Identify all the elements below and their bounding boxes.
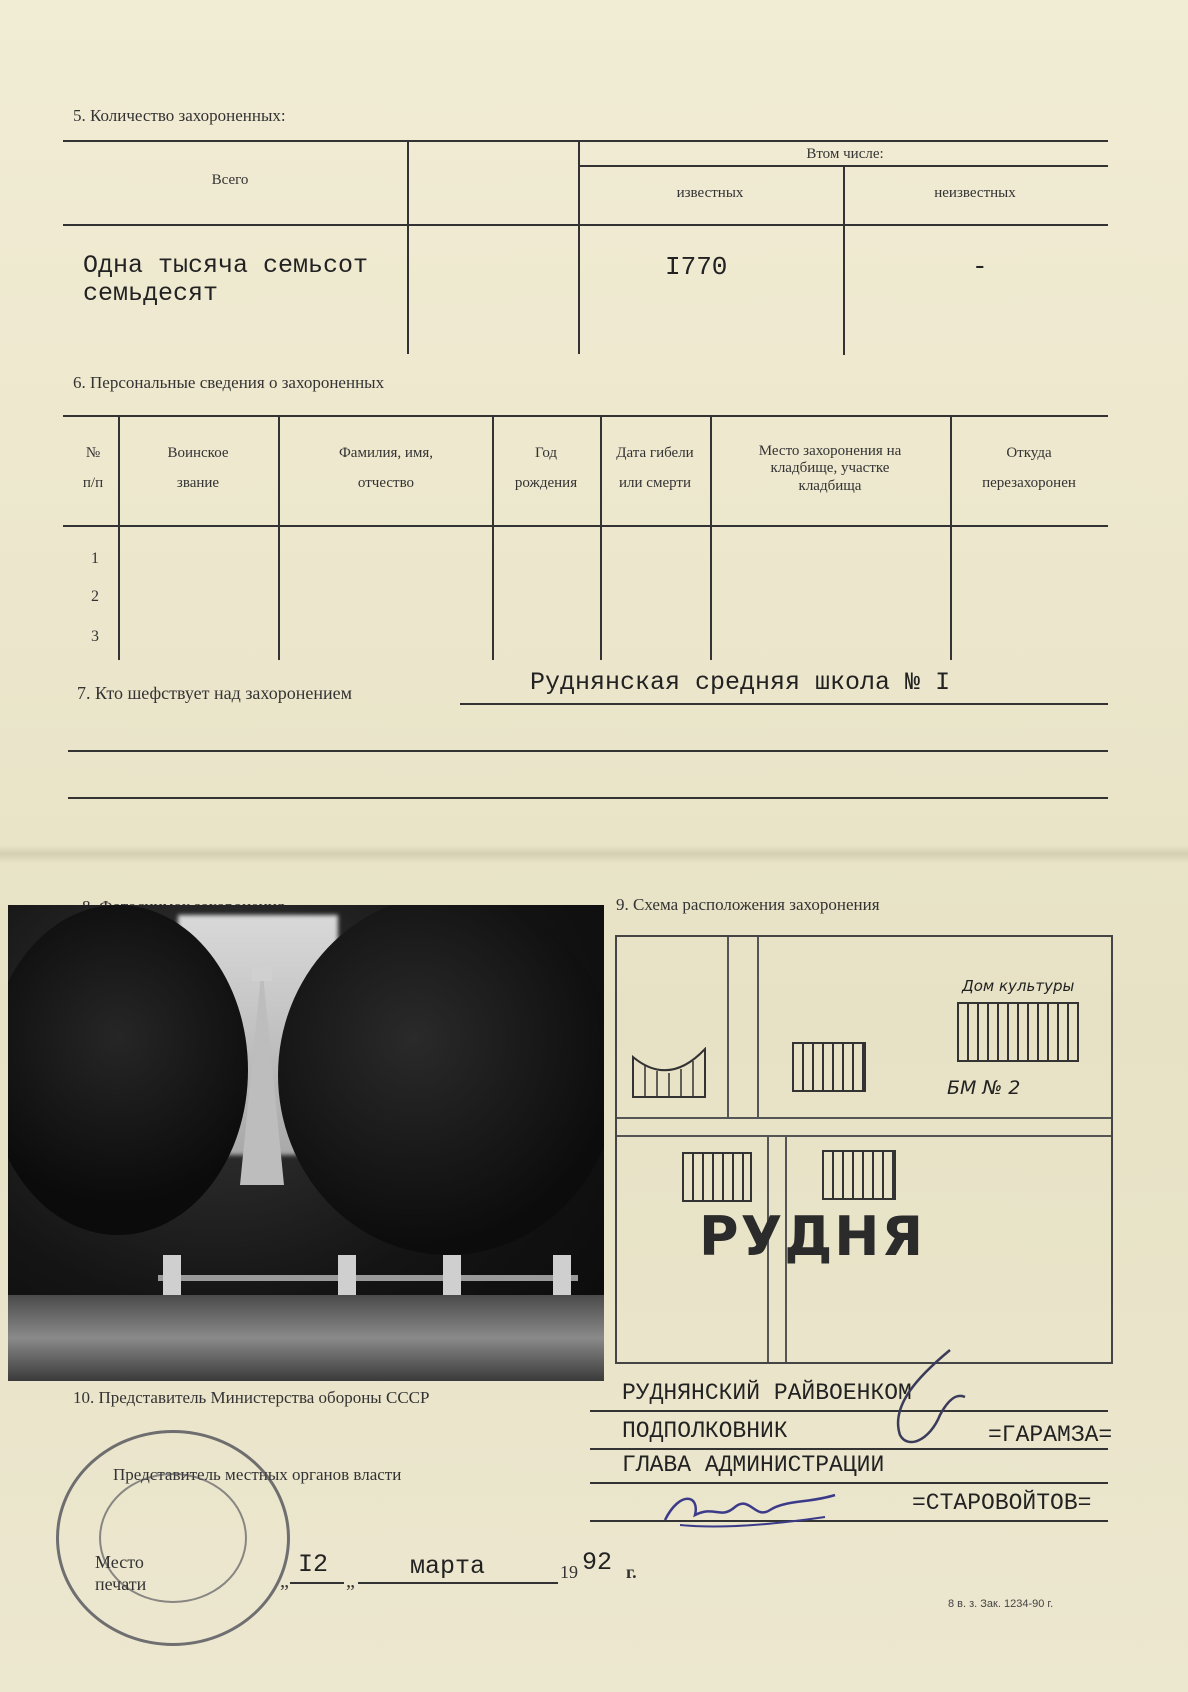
- table5-col-divider: [578, 140, 580, 354]
- date-quote-close: „: [346, 1570, 355, 1592]
- burial-site-icon: [631, 1047, 707, 1099]
- patron-value: Руднянская средняя школа № I: [530, 668, 951, 697]
- header-death-line2: или смерти: [619, 475, 691, 492]
- local-rep-label: Представитель местных органов власти: [113, 1465, 402, 1484]
- section7-extra-line: [68, 750, 1108, 752]
- table6-col-divider: [278, 415, 280, 660]
- table6-col-divider: [950, 415, 952, 660]
- col-unknown-header: неизвестных: [934, 185, 1016, 201]
- header-death: [602, 443, 708, 494]
- date-day: I2: [298, 1550, 329, 1579]
- seal-place-label: [95, 1551, 146, 1595]
- header-rank: [120, 443, 276, 494]
- header-place: [714, 443, 946, 495]
- header-rank-line2: звание: [176, 475, 220, 492]
- header-year-line1: Год: [534, 445, 558, 461]
- section10-label: 10. Представитель Министерства обороны СССР: [73, 1388, 430, 1407]
- header-name-line1: Фамилия, имя,: [338, 445, 434, 461]
- local-rep-name: =СТАРОВОЙТОВ=: [912, 1490, 1092, 1516]
- total-words-line1: Одна тысяча семьсот: [83, 251, 369, 280]
- building-icon: [682, 1152, 752, 1202]
- header-year-line2: рождения: [514, 475, 578, 492]
- header-place-line3: кладбища: [798, 477, 862, 494]
- mo-signature: [860, 1345, 970, 1455]
- header-num: [70, 443, 116, 494]
- mo-rep-name: =ГАРАМЗА=: [988, 1422, 1113, 1448]
- location-schema: [615, 935, 1113, 1364]
- local-rep-line1: ГЛАВА АДМИНИСТРАЦИИ: [622, 1452, 885, 1478]
- table5-col-divider: [843, 165, 845, 355]
- total-words-line2: семьдесят: [83, 279, 219, 308]
- mo-rep-line1: РУДНЯНСКИЙ РАЙВОЕНКОМ: [622, 1380, 912, 1406]
- table6-col-divider: [710, 415, 712, 660]
- bm-label: БМ № 2: [947, 1077, 1021, 1099]
- photo-obelisk: [240, 965, 284, 1185]
- header-from-line1: Откуда: [1006, 445, 1052, 461]
- photo-ground: [8, 1295, 604, 1381]
- row-number: 2: [91, 588, 99, 605]
- town-label: РУДНЯ: [699, 1205, 926, 1268]
- mo-rep-line2: ПОДПОЛКОВНИК: [622, 1418, 788, 1444]
- date-year-prefix: 19: [560, 1562, 578, 1582]
- section7-label: 7. Кто шефствует над захоронением: [77, 683, 353, 703]
- seal-place-label-line2: печати: [95, 1574, 147, 1594]
- date-quote-open: „: [280, 1570, 289, 1592]
- header-name: [282, 443, 490, 494]
- building-icon: [792, 1042, 866, 1092]
- print-mark: 8 в. з. Зак. 1234-90 г.: [948, 1598, 1054, 1610]
- header-rank-line1: Воинское: [167, 445, 229, 461]
- building-icon: [822, 1150, 896, 1200]
- col-including-header: Втом числе:: [806, 146, 884, 162]
- official-seal: [56, 1430, 290, 1646]
- paper-fold: [0, 845, 1188, 863]
- section9-label: 9. Схема расположения захоронения: [616, 895, 880, 914]
- header-year: [494, 443, 598, 494]
- photo-tree: [278, 905, 604, 1255]
- section5-title: 5. Количество захороненных:: [73, 106, 286, 125]
- header-death-line1: Дата гибели: [616, 445, 694, 461]
- header-from: [954, 443, 1104, 494]
- burial-photo: [8, 905, 604, 1381]
- col-known-header: известных: [676, 185, 744, 201]
- date-day-underline: [290, 1582, 344, 1584]
- row-number: 1: [91, 550, 99, 567]
- row-number: 3: [91, 628, 99, 645]
- culture-house-icon: [957, 1002, 1079, 1062]
- total-words: [83, 252, 368, 308]
- header-num-line1: №: [85, 445, 101, 461]
- mo-underline: [590, 1410, 1108, 1412]
- col-total-header: Всего: [211, 172, 249, 188]
- date-year-suffix: 92: [582, 1548, 613, 1577]
- table5-top-border: [63, 140, 1108, 142]
- section6-title: 6. Персональные сведения о захороненных: [73, 373, 385, 392]
- header-place-line1: Место захоронения на: [758, 443, 902, 459]
- local-underline: [590, 1482, 1108, 1484]
- schema-street: [617, 1117, 1111, 1119]
- date-year-g: г.: [626, 1562, 637, 1582]
- table5-col-divider: [407, 140, 409, 354]
- header-place-line2: кладбище, участке: [770, 460, 890, 477]
- section7-extra-line: [68, 797, 1108, 799]
- schema-street: [757, 937, 759, 1117]
- unknown-count: -: [972, 252, 988, 282]
- photo-obelisk-top: [252, 967, 272, 981]
- header-from-line2: перезахоронен: [982, 475, 1076, 492]
- culture-house-label: Дом культуры: [962, 977, 1075, 995]
- mo-underline: [590, 1448, 1108, 1450]
- schema-street: [727, 937, 729, 1117]
- date-month: марта: [410, 1552, 486, 1581]
- header-name-line2: отчество: [357, 475, 415, 492]
- photo-fence: [158, 1275, 578, 1281]
- date-month-underline: [358, 1582, 558, 1584]
- known-count: I770: [665, 252, 728, 282]
- table5-header-bottom: [63, 224, 1108, 226]
- seal-place-label-line1: Место: [95, 1552, 144, 1572]
- header-num-line2: п/п: [82, 475, 104, 492]
- local-signature: [660, 1485, 840, 1535]
- section7-underline: [460, 703, 1108, 705]
- schema-street: [617, 1135, 1111, 1137]
